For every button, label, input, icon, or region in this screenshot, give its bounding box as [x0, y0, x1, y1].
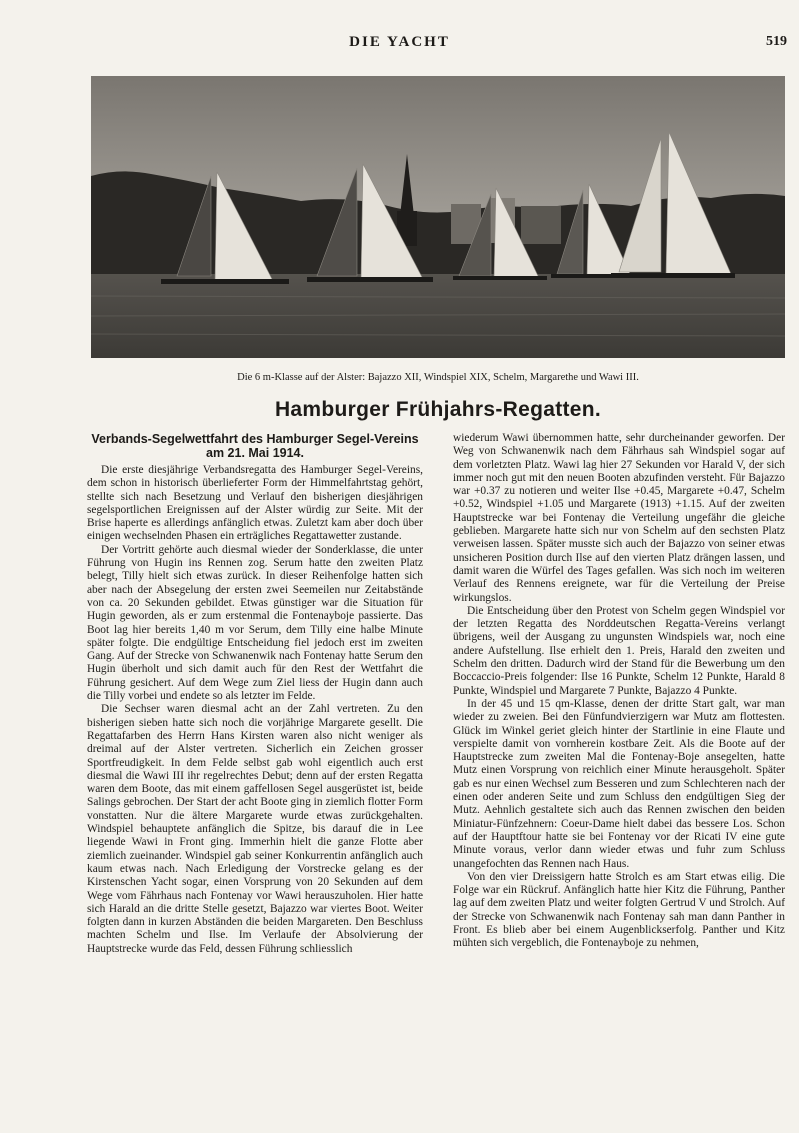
figure-caption: Die 6 m-Klasse auf der Alster: Bajazzo XII, Windspiel XIX, Schelm, Margarethe und Wawi III.: [237, 372, 639, 383]
paragraph: Die Sechser waren diesmal acht an der Zahl vertreten. Zu den bisherigen sieben hatte sich noch die vorjährige Margarete gesellt. Die Regattafarben des Herrn Hans Kirsten waren also nicht weniger als dreimal auf der Alster vertreten. Sicherlich ein Zeichen grosser Sportfreudigkeit. In dem Felde selbst gab wohl eigentlich auch erst diesmal die Wawi III ihr regelrechtes Debut; denn auf der ersten Regatta waren dem Boote, das mit einem gaffellosen Segel ausgerüstet ist, beide Salings gebrochen. Der Start der acht Boote ging in ziemlich flotter Form vonstatten. Nur die ältere Margarete wurde etwas zurückgehalten. Windspiel behauptete anfänglich die Spitze, bis darauf die in Lee liegende Wawi in Front ging. Immerhin hielt die ganze Flotte aber ziemlich zueinander. Windspiel gab seiner Konkurrentin anfänglich auch kaum etwas nach. Nach Erledigung der Vorstrecke gelang es der Kirstenschen Yacht sogar, einen Vorsprung von 20 Sekunden auf dem Wege vom Fährhaus nach Fontenay vor Wawi herauszuholen. Hier hatte sich Harald an die dritte Stelle gesetzt, Bajazzo war viertes Boot. Weiter folgten dann in kurzen Abständen die beiden Margareten. Den Beschluss machten Schelm und Ilse. Im Verlaufe der Absolvierung der Hauptstrecke wurde das Feld, dessen Führung schliesslich: [87, 703, 423, 955]
paragraph: Die erste diesjährige Verbandsregatta des Hamburger Segel-Vereins, dem schon in historisch überlieferter Form der Himmelfahrtstag gehört, stellte sich nach Besetzung und Verlauf den bisherigen diesjährigen segelsportlichen Ereignissen auf der Alster würdig zur Seite. Mit der Brise haperte es allerdings anfänglich etwas. Zuletzt kam aber doch über einigen wechselnden Phasen ein erträgliches Regattawetter zustande.: [87, 464, 423, 543]
paragraph: Der Vortritt gehörte auch diesmal wieder der Sonderklasse, die unter Führung von Hugin ins Rennen zog. Serum hatte den zweiten Platz belegt, Tilly hielt sich etwas zurück. In dieser Reihenfolge hatten sich aber nach der Absegelung der ersten zwei Seemeilen nur Zeitabstände von ca. 20 Sekunden gebildet. Etwas günstiger war die Situation für Hugin geworden, als er zum erstenmal die Fontenayboje passierte. Das Boot lag hier bereits 1,40 m vor Serum, dem Tilly eine halbe Minute später folgte. Die endgültige Entscheidung fiel jedoch erst im zweiten Gang. Auf der Strecke von Schwanenwik nach Fontenay hatte Serum den Hugin überholt und sich damit auch für den Rest der Wettfahrt die Führung gesichert. Auf dem Wege zum Ziel liess der Hugin dann auch die Tilly vorbei und endete so als letzter im Felde.: [87, 543, 423, 703]
regatta-photograph: [91, 76, 785, 358]
journal-title: DIE YACHT: [349, 34, 450, 50]
page-number: 519: [766, 34, 787, 49]
right-column: [453, 432, 785, 951]
left-column: [87, 432, 423, 956]
running-head: [0, 34, 799, 54]
paragraph: In der 45 und 15 qm-Klasse, denen der dritte Start galt, war man wieder zu zweien. Bei den Fünfundvierzigern war Mutz am flottesten. Glück im Winkel geriet gleich hinter der Startlinie in eine Flaute und verspielte damit von vornherein kostbare Zeit. Als die Boote auf der Hauptstrecke zum zweiten Mal die Fontenay-Boje ansegelten, hatte Mutz einen Vorsprung von reichlich einer Minute herausgeholt. Später gab es nur einen Wechsel zum Besseren und zum Schlechteren nach der einen oder anderen Seite und zum Schluss den endgültigen Sieg der Mutz. Aehnlich gestaltete sich auch das Rennen zwischen den beiden Miniatur-Fünfzehnern: Coeur-Dame hielt dabei das bessere Los. Schon auf der Hauptftour hatte sie bei Fontenay vor der Ricati IV eine gute Minute voraus, verlor dann wieder etwas und fuhr zum Schluss unangefochten das Rennen nach Haus.: [453, 697, 785, 870]
sailboats-image: [91, 76, 785, 358]
article-title: Hamburger Frühjahrs-Regatten.: [274, 398, 602, 421]
paragraph: Die Entscheidung über den Protest von Schelm gegen Windspiel vor der letzten Regatta des Norddeutschen Regatta-Vereins verlangt übrigens, weil der Ausgang zu ungunsten Windspiels war, noch eine andere Aufstellung. Ilse erhielt den 1. Preis, Harald den zweiten und Schelm den dritten. Dadurch wird der Stand für die Bewerbung um den Boccaccio-Preis folgender: Ilse 16 Punkte, Schelm 12 Punkte, Harald 8 Punkte, Windspiel und Margarete 7 Punkte, Bajazzo 4 Punkte.: [453, 604, 785, 697]
paragraph: wiederum Wawi übernommen hatte, sehr durcheinander geworfen. Der Weg von Schwanenwik nach dem Fährhaus sah Windspiel sogar auf dem vorletzten Platz. Wawi lag hier 27 Sekunden vor Harald V, der sich immer noch gut mit den neuen Booten abzufinden versteht. Für Bajazzo war +0.37 zu notieren und weiter Ilse +0.45, Margarete +0.47, Schelm +0.52, Windspiel +1.05 und Margarete (1913) +1.15. Auf der zweiten Hauptstrecke war bei Fontenay die Verteilung ungefähr die gleiche geblieben. Margarete hatte sich nur von Schelm auf den sechsten Platz verweisen lassen. Später musste sich auch der Bajazzo von seiner etwas unsicheren Position durch Ilse auf den vierten Platz drängen lassen, und damit waren die Würfel des Tages gefallen. Was sich noch im weiteren Verlauf des Rennens ereignete, war für die Verteilung der Preise wirkungslos.: [453, 432, 785, 604]
section-heading: Verbands-Segelwettfahrt des Hamburger Segel-Vereins am 21. Mai 1914.: [91, 432, 419, 460]
paragraph: Von den vier Dreissigern hatte Strolch es am Start etwas eilig. Die Folge war ein Rückruf. Anfänglich hatte hier Kitz die Führung, Panther lag auf dem zweiten Platz und weiter folgten Gertrud V und Strolch. Auf der Strecke von Schwanenwik nach Fontenay sah man dann Panther in Front. Es blieb aber bei einem Augenblickserfolg. Panther und Kitz mühten sich vergeblich, die Fontenayboje zu nehmen,: [453, 870, 785, 950]
